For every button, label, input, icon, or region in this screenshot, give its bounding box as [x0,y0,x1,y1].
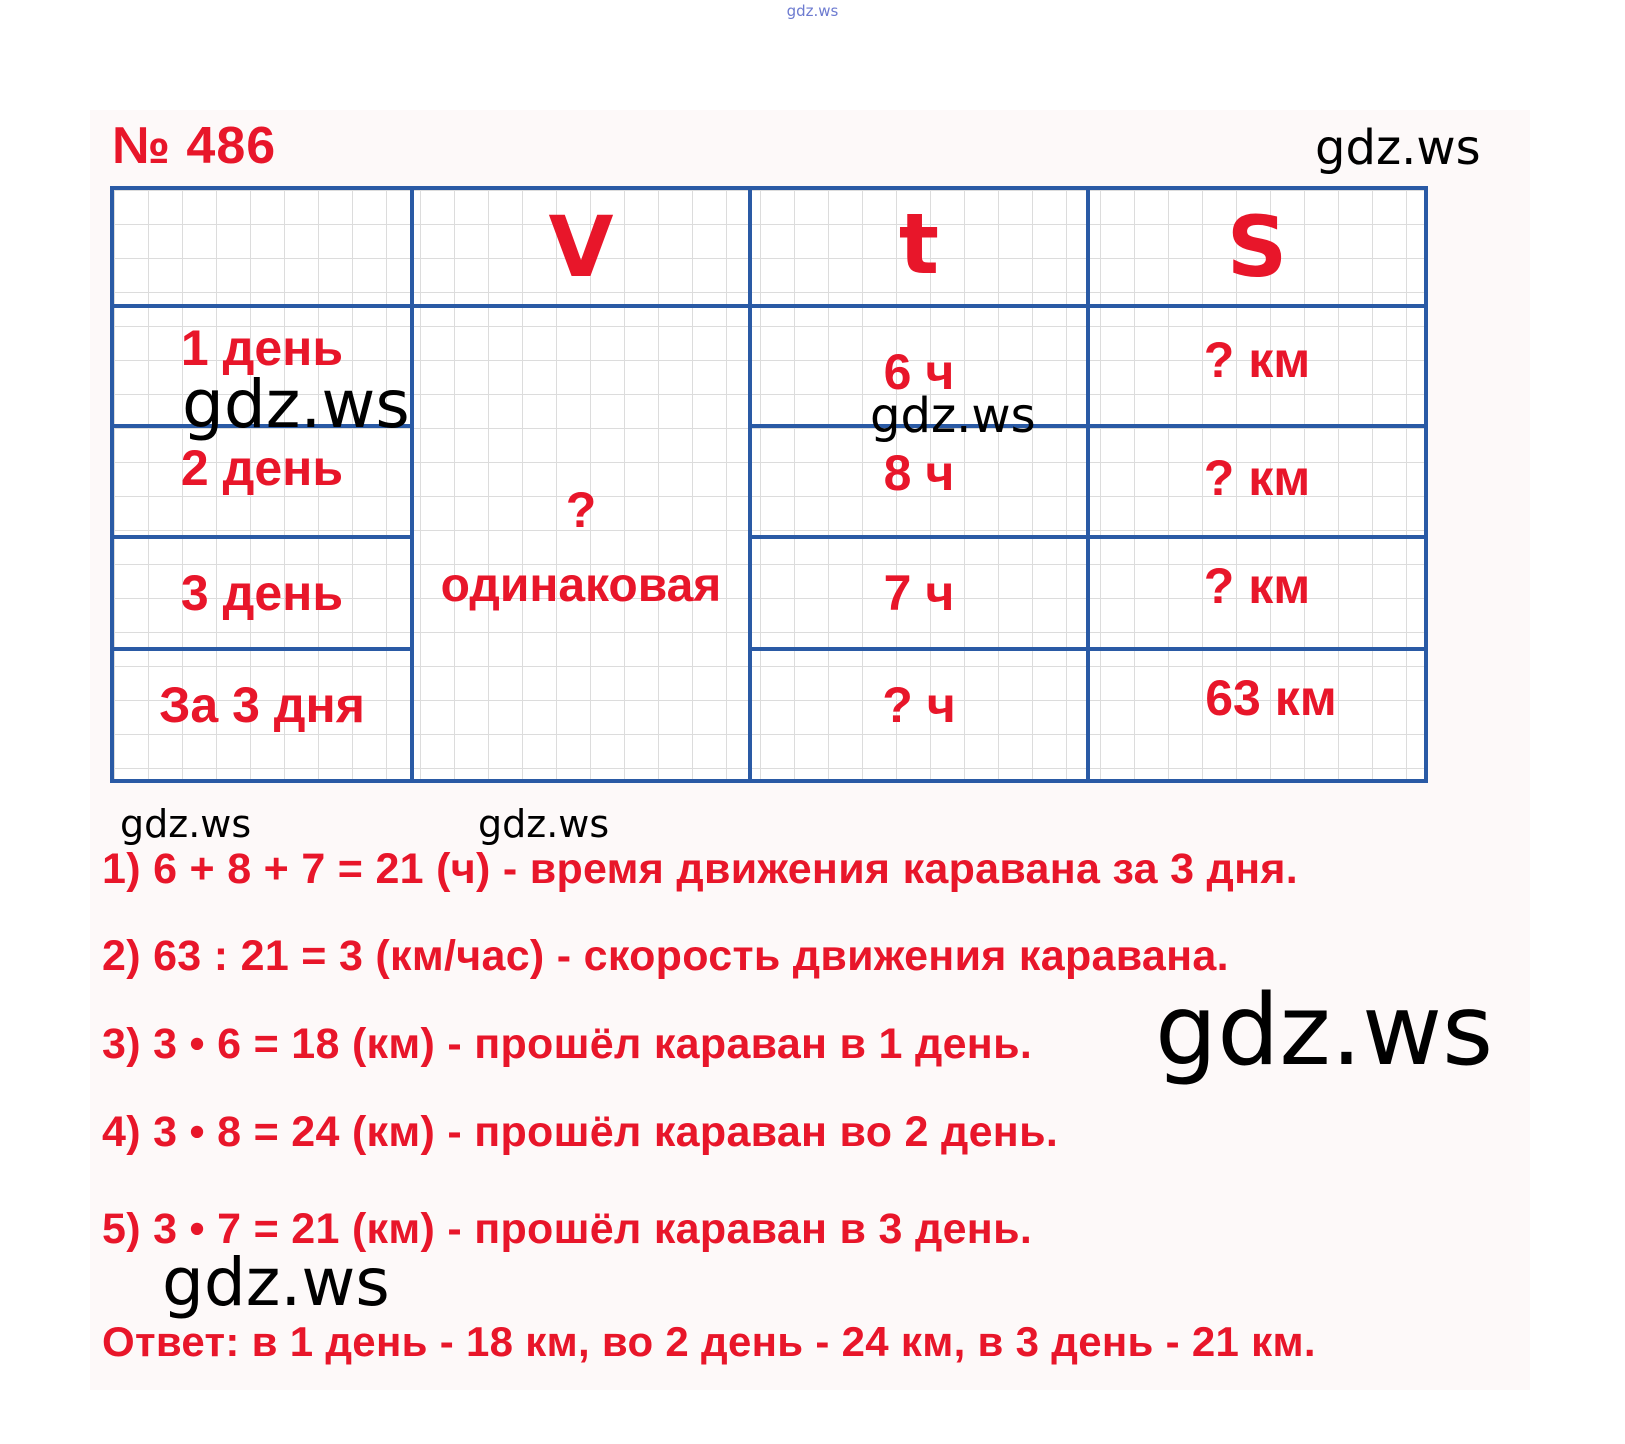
solution-step-3: 3) 3 • 6 = 18 (км) - прошёл караван в 1 день. [102,1020,1033,1068]
watermark: gdz.ws [1315,120,1481,176]
watermark: gdz.ws [1155,974,1494,1088]
s-day2: ? км [1203,450,1311,506]
top-watermark: gdz.ws [786,2,839,20]
watermark: gdz.ws [162,1244,390,1321]
t-total: ? ч [882,677,956,733]
v-merged-question: ? [565,482,597,538]
t-day3: 7 ч [883,565,955,621]
solution-step-2: 2) 63 : 21 = 3 (км/час) - скорость движения каравана. [102,932,1229,980]
t-day1: 6 ч [883,344,955,400]
row-label-day1: 1 день [180,320,344,376]
t-day2: 8 ч [883,445,955,501]
solution-step-4: 4) 3 • 8 = 24 (км) - прошёл караван во 2 день. [102,1108,1059,1156]
s-day1: ? км [1203,332,1311,388]
header-s: S [1226,198,1288,296]
solution-step-5: 5) 3 • 7 = 21 (км) - прошёл караван в 3 день. [102,1205,1033,1253]
watermark: gdz.ws [870,388,1036,444]
watermark: gdz.ws [478,802,610,846]
header-v: V [548,198,614,296]
row-label-total: За 3 дня [159,677,365,733]
solution-step-1: 1) 6 + 8 + 7 = 21 (ч) - время движения каравана за 3 дня. [102,845,1299,893]
row-label-day2: 2 день [180,440,344,496]
s-day3: ? км [1203,558,1311,614]
header-t: t [898,195,940,293]
s-total: 63 км [1205,670,1337,726]
v-merged-value: одинаковая [440,558,722,612]
row-label-day3: 3 день [180,565,344,621]
watermark: gdz.ws [120,802,252,846]
answer: Ответ: в 1 день - 18 км, во 2 день - 24 км, в 3 день - 21 км. [102,1318,1316,1365]
task-number: № 486 [112,117,277,175]
data-table [110,186,1428,783]
watermark: gdz.ws [182,366,410,443]
